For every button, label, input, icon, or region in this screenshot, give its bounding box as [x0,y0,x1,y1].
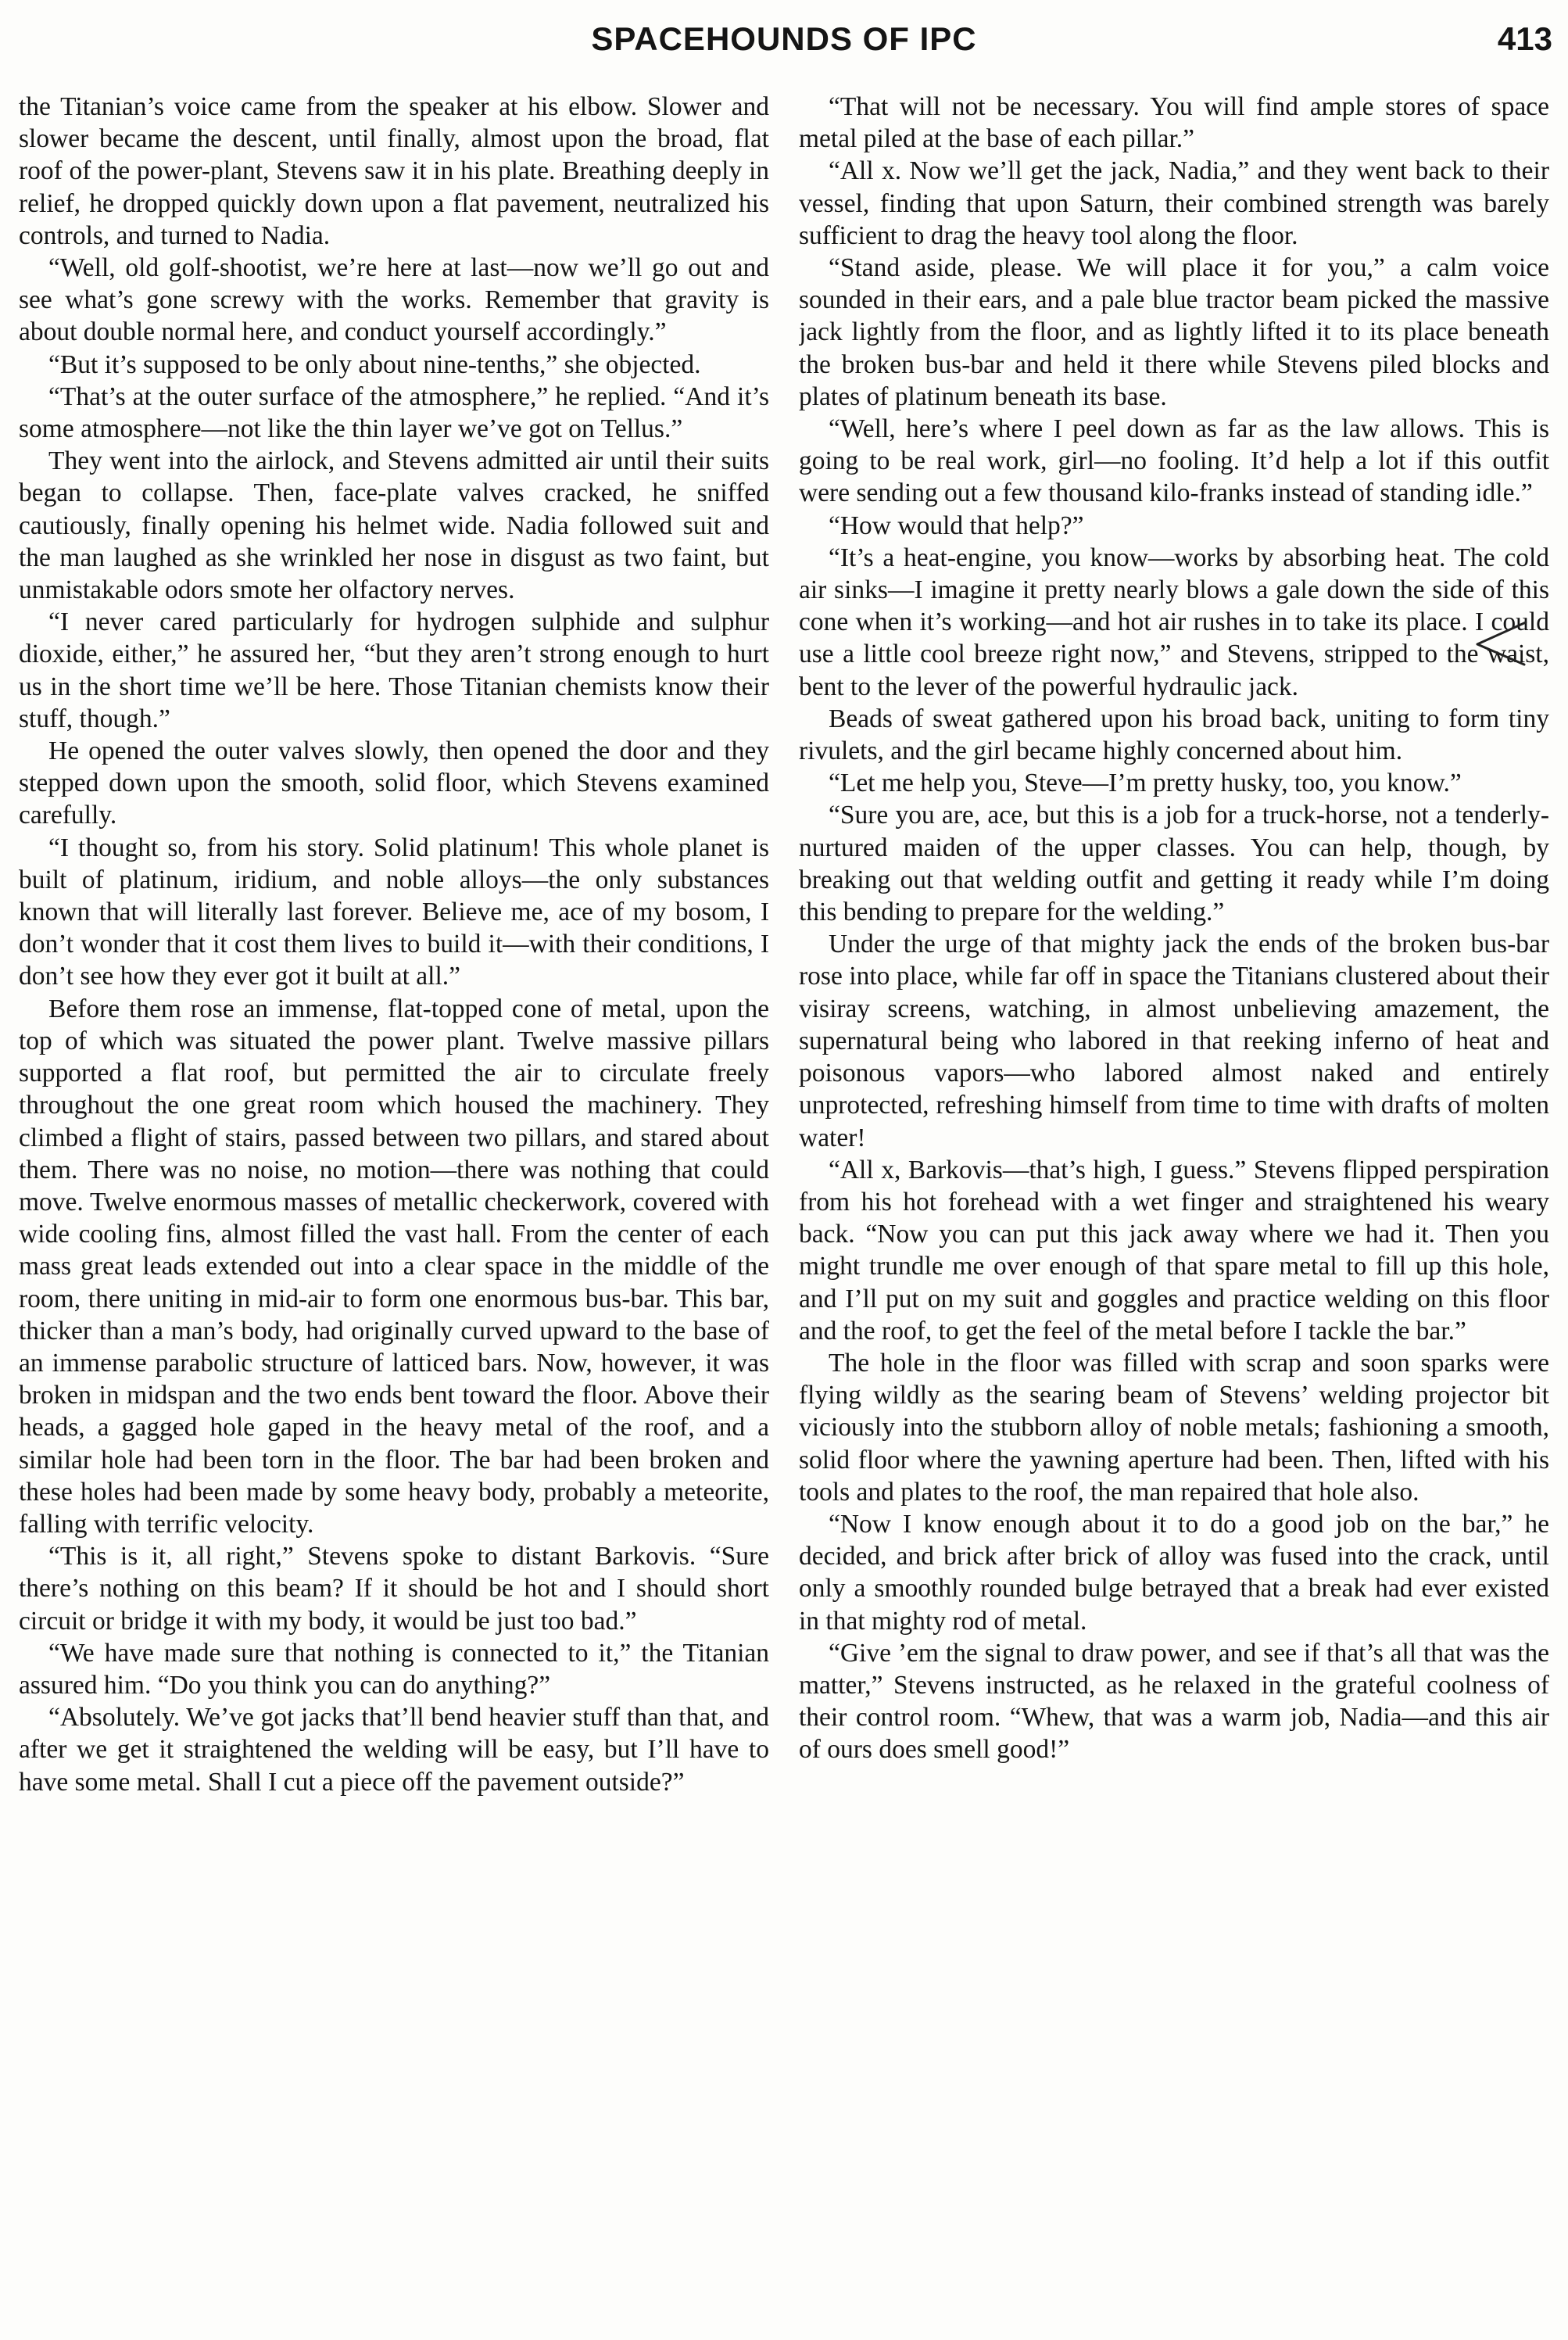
paragraph: “That’s at the outer surface of the atmosphere,” he replied. “And it’s some atmosphere—not like the thin layer we’ve got on Tellus.” [19,382,769,444]
paragraph: “Well, here’s where I peel down as far as the law allows. This is going to be real work, girl—no fooling. It’d help a lot if this outfit were sending out a few thousand kilo-franks instead of standing idle.” [799,414,1549,508]
pencil-check-mark-icon [1470,616,1532,671]
running-title: SPACEHOUNDS OF IPC [591,20,977,57]
paragraph: “How would that help?” [829,511,1084,540]
paragraph: They went into the airlock, and Stevens admitted air until their suits began to collapse. Then, face-plate valves cracked, he sniffed cautiously, finally opening his helmet wide. Nadia followed suit and the man laughed as she wrinkled her nose in disgust as two faint, but unmistakable odors smote her olfactory nerves. [19,446,769,605]
paragraph: “I never cared particularly for hydrogen sulphide and sulphur dioxide, either,” he assured her, “but they aren’t strong enough to hurt us in the short time we’ll be here. Those Titanian chemists know their stuff, though.” [19,607,769,733]
paragraph: the Titanian’s voice came from the speaker at his elbow. Slower and slower became the descent, until finally, almost upon the broad, flat roof of the power-plant, Stevens saw it in his plate. Breathing deeply in relief, he dropped quickly down upon a flat pavement, neutralized his controls, and turned to Nadia. [19,92,769,250]
page-number: 413 [1497,20,1552,57]
paragraph: “Now I know enough about it to do a good job on the bar,” he decided, and brick after brick of alloy was fused into the crack, until only a smoothly rounded bulge betrayed that a break had ever existed in that mighty rod of metal. [799,1509,1549,1636]
paragraph: “We have made sure that nothing is connected to it,” the Titanian assured him. “Do you think you can do anything?” [19,1638,769,1700]
page-header [0,16,1568,70]
paragraph: “I thought so, from his story. Solid platinum! This whole planet is built of platinum, iridium, and noble alloys—the only substances known that will literally last forever. Believe me, ace of my bosom, I don’t wonder that it cost them lives to build it—with their conditions, I don’t see how they ever got it built at all.” [19,833,769,991]
paragraph: “Sure you are, ace, but this is a job for a truck-horse, not a tenderly-nurtured maiden of the upper classes. You can help, though, by breaking out that welding outfit and getting it ready while I’m doing this bending to prepare for the welding.” [799,801,1549,927]
paragraph: “All x. Now we’ll get the jack, Nadia,” and they went back to their vessel, finding that upon Saturn, their combined strength was barely sufficient to drag the heavy tool along the floor. [799,156,1549,250]
paragraph: “It’s a heat-engine, you know—works by absorbing heat. The cold air sinks—I imagine it pretty nearly blows a gale down the side of this cone when it’s working—and hot air rushes in to take its place. I could use a little cool breeze right now,” and Stevens, stripped to the waist, bent to the lever of the powerful hydraulic jack. [799,543,1549,701]
paragraph: “That will not be necessary. You will find ample stores of space metal piled at the base of each pillar.” [799,92,1549,154]
paragraph: “This is it, all right,” Stevens spoke to distant Barkovis. “Sure there’s nothing on this beam? If it should be hot and I should short circuit or bridge it with my body, it would be just too bad.” [19,1542,769,1636]
paragraph: “Give ’em the signal to draw power, and see if that’s all that was the matter,” Stevens instructed, as he relaxed in the grateful coolness of their control room. “Whew, that was a warm job, Nadia—and this air of ours does smell good!” [799,1638,1549,1765]
paragraph: He opened the outer valves slowly, then opened the door and they stepped down upon the smooth, solid floor, which Stevens examined carefully. [19,736,769,830]
paragraph: Under the urge of that mighty jack the ends of the broken bus-bar rose into place, while far off in space the Titanians clustered about their visiray screens, watching, in almost unbelieving amazement, the supernatural being who labored in that reeking inferno of heat and poisonous vapors—who labored almost naked and entirely unprotected, refreshing himself from time to time with drafts of molten water! [799,930,1549,1152]
paragraph: “Let me help you, Steve—I’m pretty husky, too, you know.” [829,769,1462,798]
paragraph: “All x, Barkovis—that’s high, I guess.” Stevens flipped perspiration from his hot forehead with a wet finger and straightened his weary back. “Now you can put this jack away where we had it. Then you might trundle me over enough of that spare metal to fill up this hole, and I’ll put on my suit and goggles and practice welding on this floor and the roof, to get the feel of the metal before I tackle the bar.” [799,1155,1549,1346]
paragraph: “Well, old golf-shootist, we’re here at last—now we’ll go out and see what’s gone screwy with the works. Remember that gravity is about double normal here, and conduct yourself accordingly.” [19,253,769,347]
paragraph: The hole in the floor was filled with scrap and soon sparks were flying wildly as the searing beam of Stevens’ welding projector bit viciously into the stubborn alloy of noble metals; fashioning a smooth, solid floor where the yawning aperture had been. Then, lifted with his tools and plates to the roof, the man repaired that hole also. [799,1348,1549,1507]
paragraph: “Absolutely. We’ve got jacks that’ll bend heavier stuff than that, and after we get it straightened the welding will be easy, but I’ll have to have some metal. Shall I cut a piece off the pavement outside?” [19,1703,769,1797]
paragraph: “But it’s supposed to be only about nine-tenths,” she objected. [48,349,701,379]
paragraph: Before them rose an immense, flat-topped cone of metal, upon the top of which was situated the power plant. Twelve massive pillars supported a flat roof, but permitted the air to circulate freely throughout the one great room which housed the machinery. They climbed a flight of stairs, passed between two pillars, and stared about them. There was no noise, no motion—there was nothing that could move. Twelve enormous masses of metallic checkerwork, covered with wide cooling fins, almost filled the vast hall. From the center of each mass great leads extended out into a clear space in the middle of the room, there uniting in mid-air to form one enormous bus-bar. This bar, thicker than a man’s body, had originally curved upward to the base of an immense parabolic structure of latticed bars. Now, however, it was broken in midspan and the two ends bent toward the floor. Above their heads, a gagged hole gaped in the heavy metal of the roof, and a similar hole had been torn in the floor. The bar had been broken and these holes had been made by some heavy body, probably a meteorite, falling with terrific velocity. [19,994,769,1539]
right-column [799,91,1549,2327]
left-column [19,91,769,2327]
paragraph: Beads of sweat gathered upon his broad back, uniting to form tiny rivulets, and the girl became highly concerned about him. [799,704,1549,766]
paragraph: “Stand aside, please. We will place it for you,” a calm voice sounded in their ears, and a pale blue tractor beam picked the massive jack lightly from the floor, and as lightly lifted it to its place beneath the broken bus-bar and held it there while Stevens piled blocks and plates of platinum beneath its base. [799,253,1549,411]
